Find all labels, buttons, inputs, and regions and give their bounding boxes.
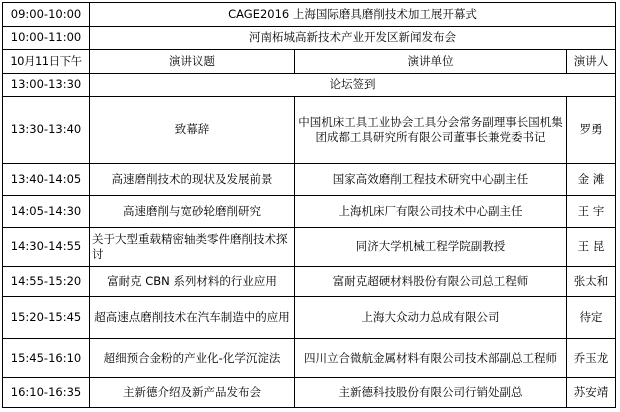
session-row <box>3 195 616 227</box>
session-row <box>3 266 616 296</box>
speaker-cell: 王 昆 <box>567 227 616 266</box>
time-cell: 16:10-16:35 <box>3 377 90 407</box>
speaker-cell: 金 滩 <box>567 163 616 195</box>
time-cell: 15:20-15:45 <box>3 296 90 339</box>
speaker-cell: 王 宇 <box>567 195 616 227</box>
time-cell: 14:55-15:20 <box>3 266 90 296</box>
session-row <box>3 377 616 407</box>
header-date: 10月11日下午 <box>3 50 90 74</box>
press-conference-row <box>3 26 616 50</box>
topic-cell: 富耐克 CBN 系列材料的行业应用 <box>90 266 295 296</box>
header-row <box>3 50 616 74</box>
unit-cell: 四川立合微航金属材料有限公司技术部副总工程师 <box>295 339 567 378</box>
time-cell: 14:30-14:55 <box>3 227 90 266</box>
topic-cell: 高速磨削技术的现状及发展前景 <box>90 163 295 195</box>
speaker-cell: 罗勇 <box>567 97 616 163</box>
speaker-cell: 待定 <box>567 296 616 339</box>
topic-cell: 超细预合金粉的产业化-化学沉淀法 <box>90 339 295 378</box>
unit-cell: 富耐克超硬材料股份有限公司总工程师 <box>295 266 567 296</box>
schedule-table <box>2 2 616 408</box>
session-row <box>3 339 616 378</box>
session-row <box>3 97 616 163</box>
time-cell: 14:05-14:30 <box>3 195 90 227</box>
speaker-cell: 张太和 <box>567 266 616 296</box>
speaker-cell: 乔玉龙 <box>567 339 616 378</box>
unit-cell: 国家高效磨削工程技术研究中心副主任 <box>295 163 567 195</box>
topic-cell: 致幕辞 <box>90 97 295 163</box>
topic-cell: 高速磨削与宽砂轮磨削研究 <box>90 195 295 227</box>
header-speaker: 演讲人 <box>567 50 616 74</box>
session-row <box>3 296 616 339</box>
unit-cell: 上海大众动力总成有限公司 <box>295 296 567 339</box>
event-cell: 河南柘城高新技术产业开发区新闻发布会 <box>90 26 616 50</box>
event-cell: CAGE2016 上海国际磨具磨削技术加工展开幕式 <box>90 3 616 27</box>
topic-cell: 主新德介绍及新产品发布会 <box>90 377 295 407</box>
unit-cell: 上海机床厂有限公司技术中心副主任 <box>295 195 567 227</box>
opening-ceremony-row <box>3 3 616 27</box>
time-cell: 15:45-16:10 <box>3 339 90 378</box>
time-cell: 10:00-11:00 <box>3 26 90 50</box>
unit-cell: 同济大学机械工程学院副教授 <box>295 227 567 266</box>
header-unit: 演讲单位 <box>295 50 567 74</box>
event-cell: 论坛签到 <box>90 73 616 97</box>
time-cell: 13:30-13:40 <box>3 97 90 163</box>
time-cell: 09:00-10:00 <box>3 3 90 27</box>
topic-cell: 超高速点磨削技术在汽车制造中的应用 <box>90 296 295 339</box>
unit-cell: 主新德科技股份有限公司行销处副总 <box>295 377 567 407</box>
header-topic: 演讲议题 <box>90 50 295 74</box>
session-row <box>3 227 616 266</box>
time-cell: 13:40-14:05 <box>3 163 90 195</box>
topic-cell: 关于大型重载精密轴类零件磨削技术探讨 <box>90 227 295 266</box>
speaker-cell: 苏安靖 <box>567 377 616 407</box>
unit-cell: 中国机床工具工业协会工具分会常务副理事长国机集团成都工具研究所有限公司董事长兼党委书记 <box>295 97 567 163</box>
time-cell: 13:00-13:30 <box>3 73 90 97</box>
checkin-row <box>3 73 616 97</box>
session-row <box>3 163 616 195</box>
